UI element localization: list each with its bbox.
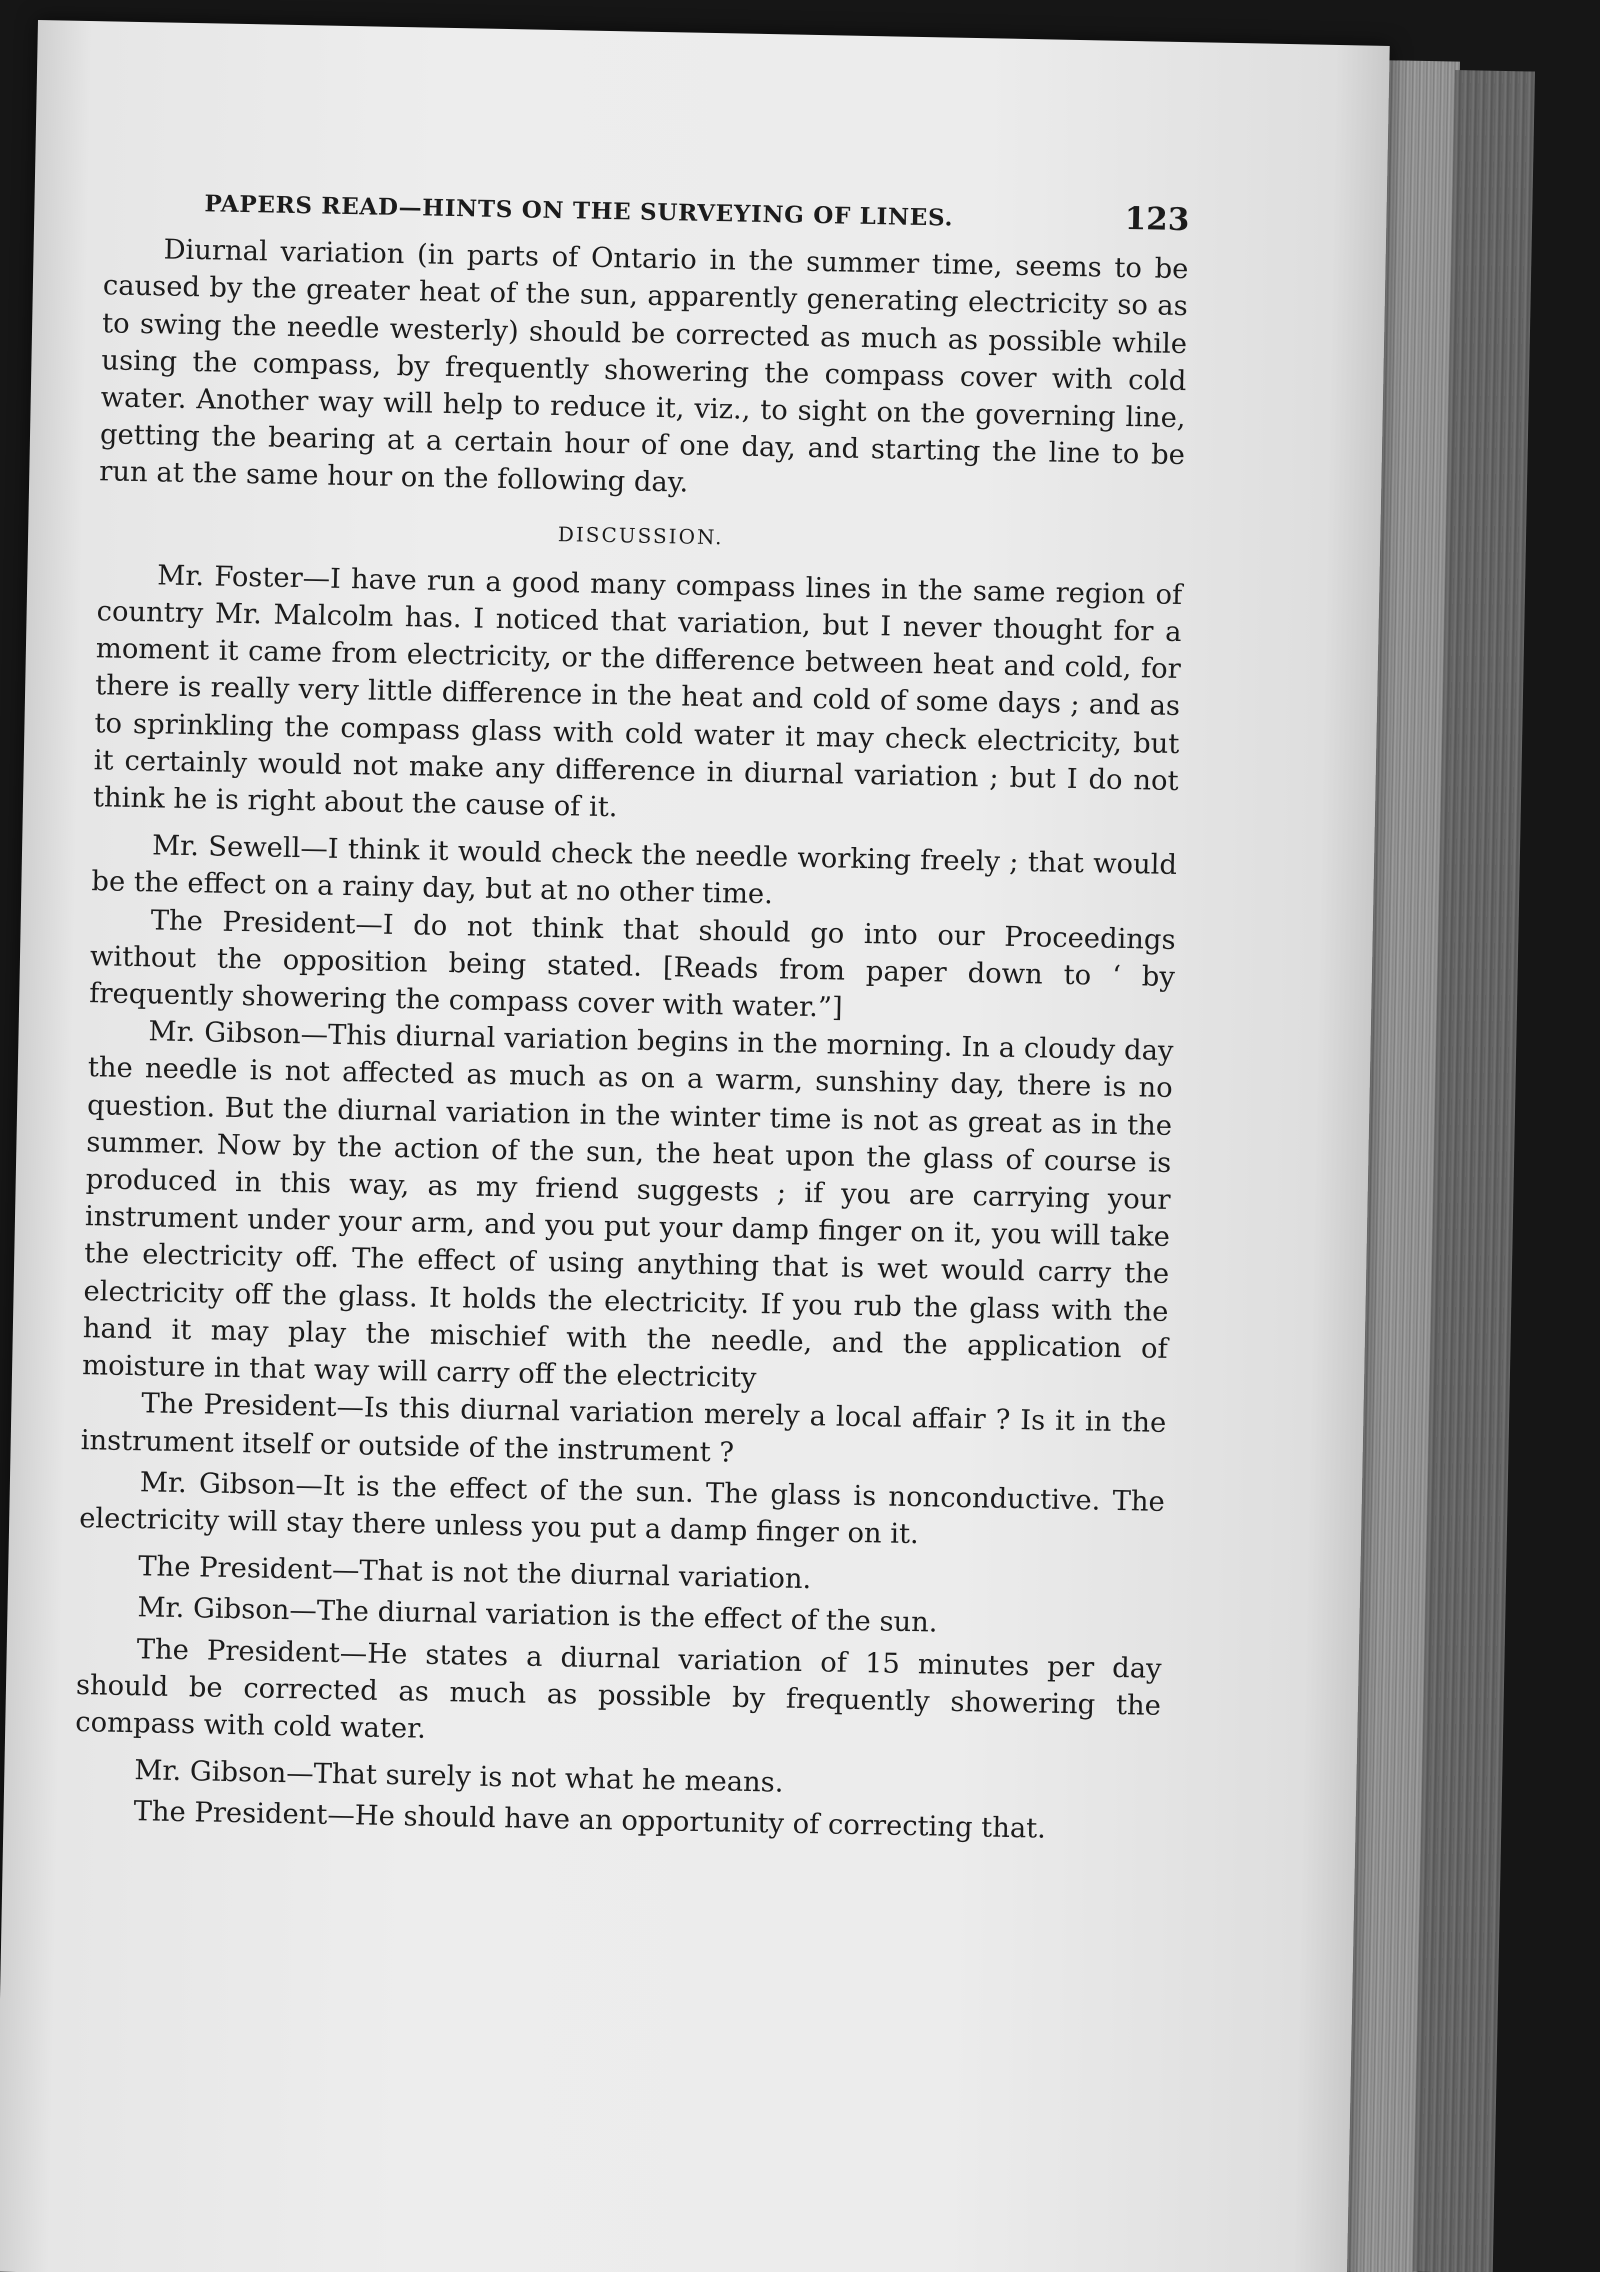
paragraph-president-1: The President—I do not think that should go into our Proceedings without the opposition being stated. [Reads from paper down to ‘ by frequently showering the compass cover with water.”] [89,904,1176,1024]
running-head-title: PAPERS READ—HINTS ON THE SURVEYING OF LINES. [204,190,954,232]
paragraph-president-2: The President—Is this diurnal variation merely a local affair ? Is it in the instrument itself or outside of the instrument ? [80,1388,1167,1469]
paragraph-president-4: The President—He states a diurnal variation of 15 minutes per day should be corrected as much as possible by frequently showering the compass with cold water. [75,1633,1162,1745]
page-text-block [73,181,1189,1850]
paragraph-gibson-3: Mr. Gibson—The diurnal variation is the effect of the sun. [137,1592,938,1639]
paragraph-president-3: The President—That is not the diurnal variation. [138,1551,812,1596]
paragraph-president-5: The President—He should have an opportunity of correcting that. [133,1796,1047,1846]
paragraph-gibson-4: Mr. Gibson—That surely is not what he means. [134,1755,784,1799]
paragraph-diurnal-variation: Diurnal variation (in parts of Ontario in the summer time, seems to be caused by the greater heat of the sun, apparently generating electricity so as to swing the needle westerly) should be corrected as much as possible while using the compass, by frequently showering the compass cover with cold water. Another way will help to reduce it, viz., to sight on the governing line, getting the bearing at a certain hour of one day, and starting the line to be run at the same hour on the following day. [99,234,1189,499]
paragraph-gibson-2: Mr. Gibson—It is the effect of the sun. The glass is nonconductive. The electricity will stay there unless you put a damp finger on it. [78,1466,1166,1551]
paragraph-sewell: Mr. Sewell—I think it would check the needle working freely ; that would be the effect on a rainy day, but at no other time. [91,830,1178,911]
running-head [104,181,1190,241]
paragraph-foster: Mr. Foster—I have run a good many compass lines in the same region of country Mr. Malcolm has. I noticed that variation, but I never thought for a moment it came from electricity, or the difference between heat and cold, for there is really very little difference in the heat and cold of some days ; and as to sprinkling the compass glass with cold water it may check electricity, but it certainly would not make any difference in diurnal variation ; but I do not think he is right about the cause of it. [92,560,1183,824]
page-number: 123 [1124,200,1190,239]
paragraph-gibson-1: Mr. Gibson—This diurnal variation begins in the morning. In a cloudy day the needle is not affected as much as on a warm, sunshiny day, there is no question. But the diurnal variation in the winter time is not as great as in the summer. Now by the action of the sun, the heat upon the glass of course is produced in this way, as my friend suggests ; if you are carrying your instrument under your arm, and you put your damp finger on it, you will take the electricity off. The effect of using anything that is wet would carry the electricity off the glass. It holds the electricity. If you rub the glass with the hand it may play the mischief with the needle, and the application of moisture in that way will carry off the electricity [81,1016,1174,1395]
discussion-heading: DISCUSSION. [557,521,724,549]
book-page [0,20,1390,2272]
